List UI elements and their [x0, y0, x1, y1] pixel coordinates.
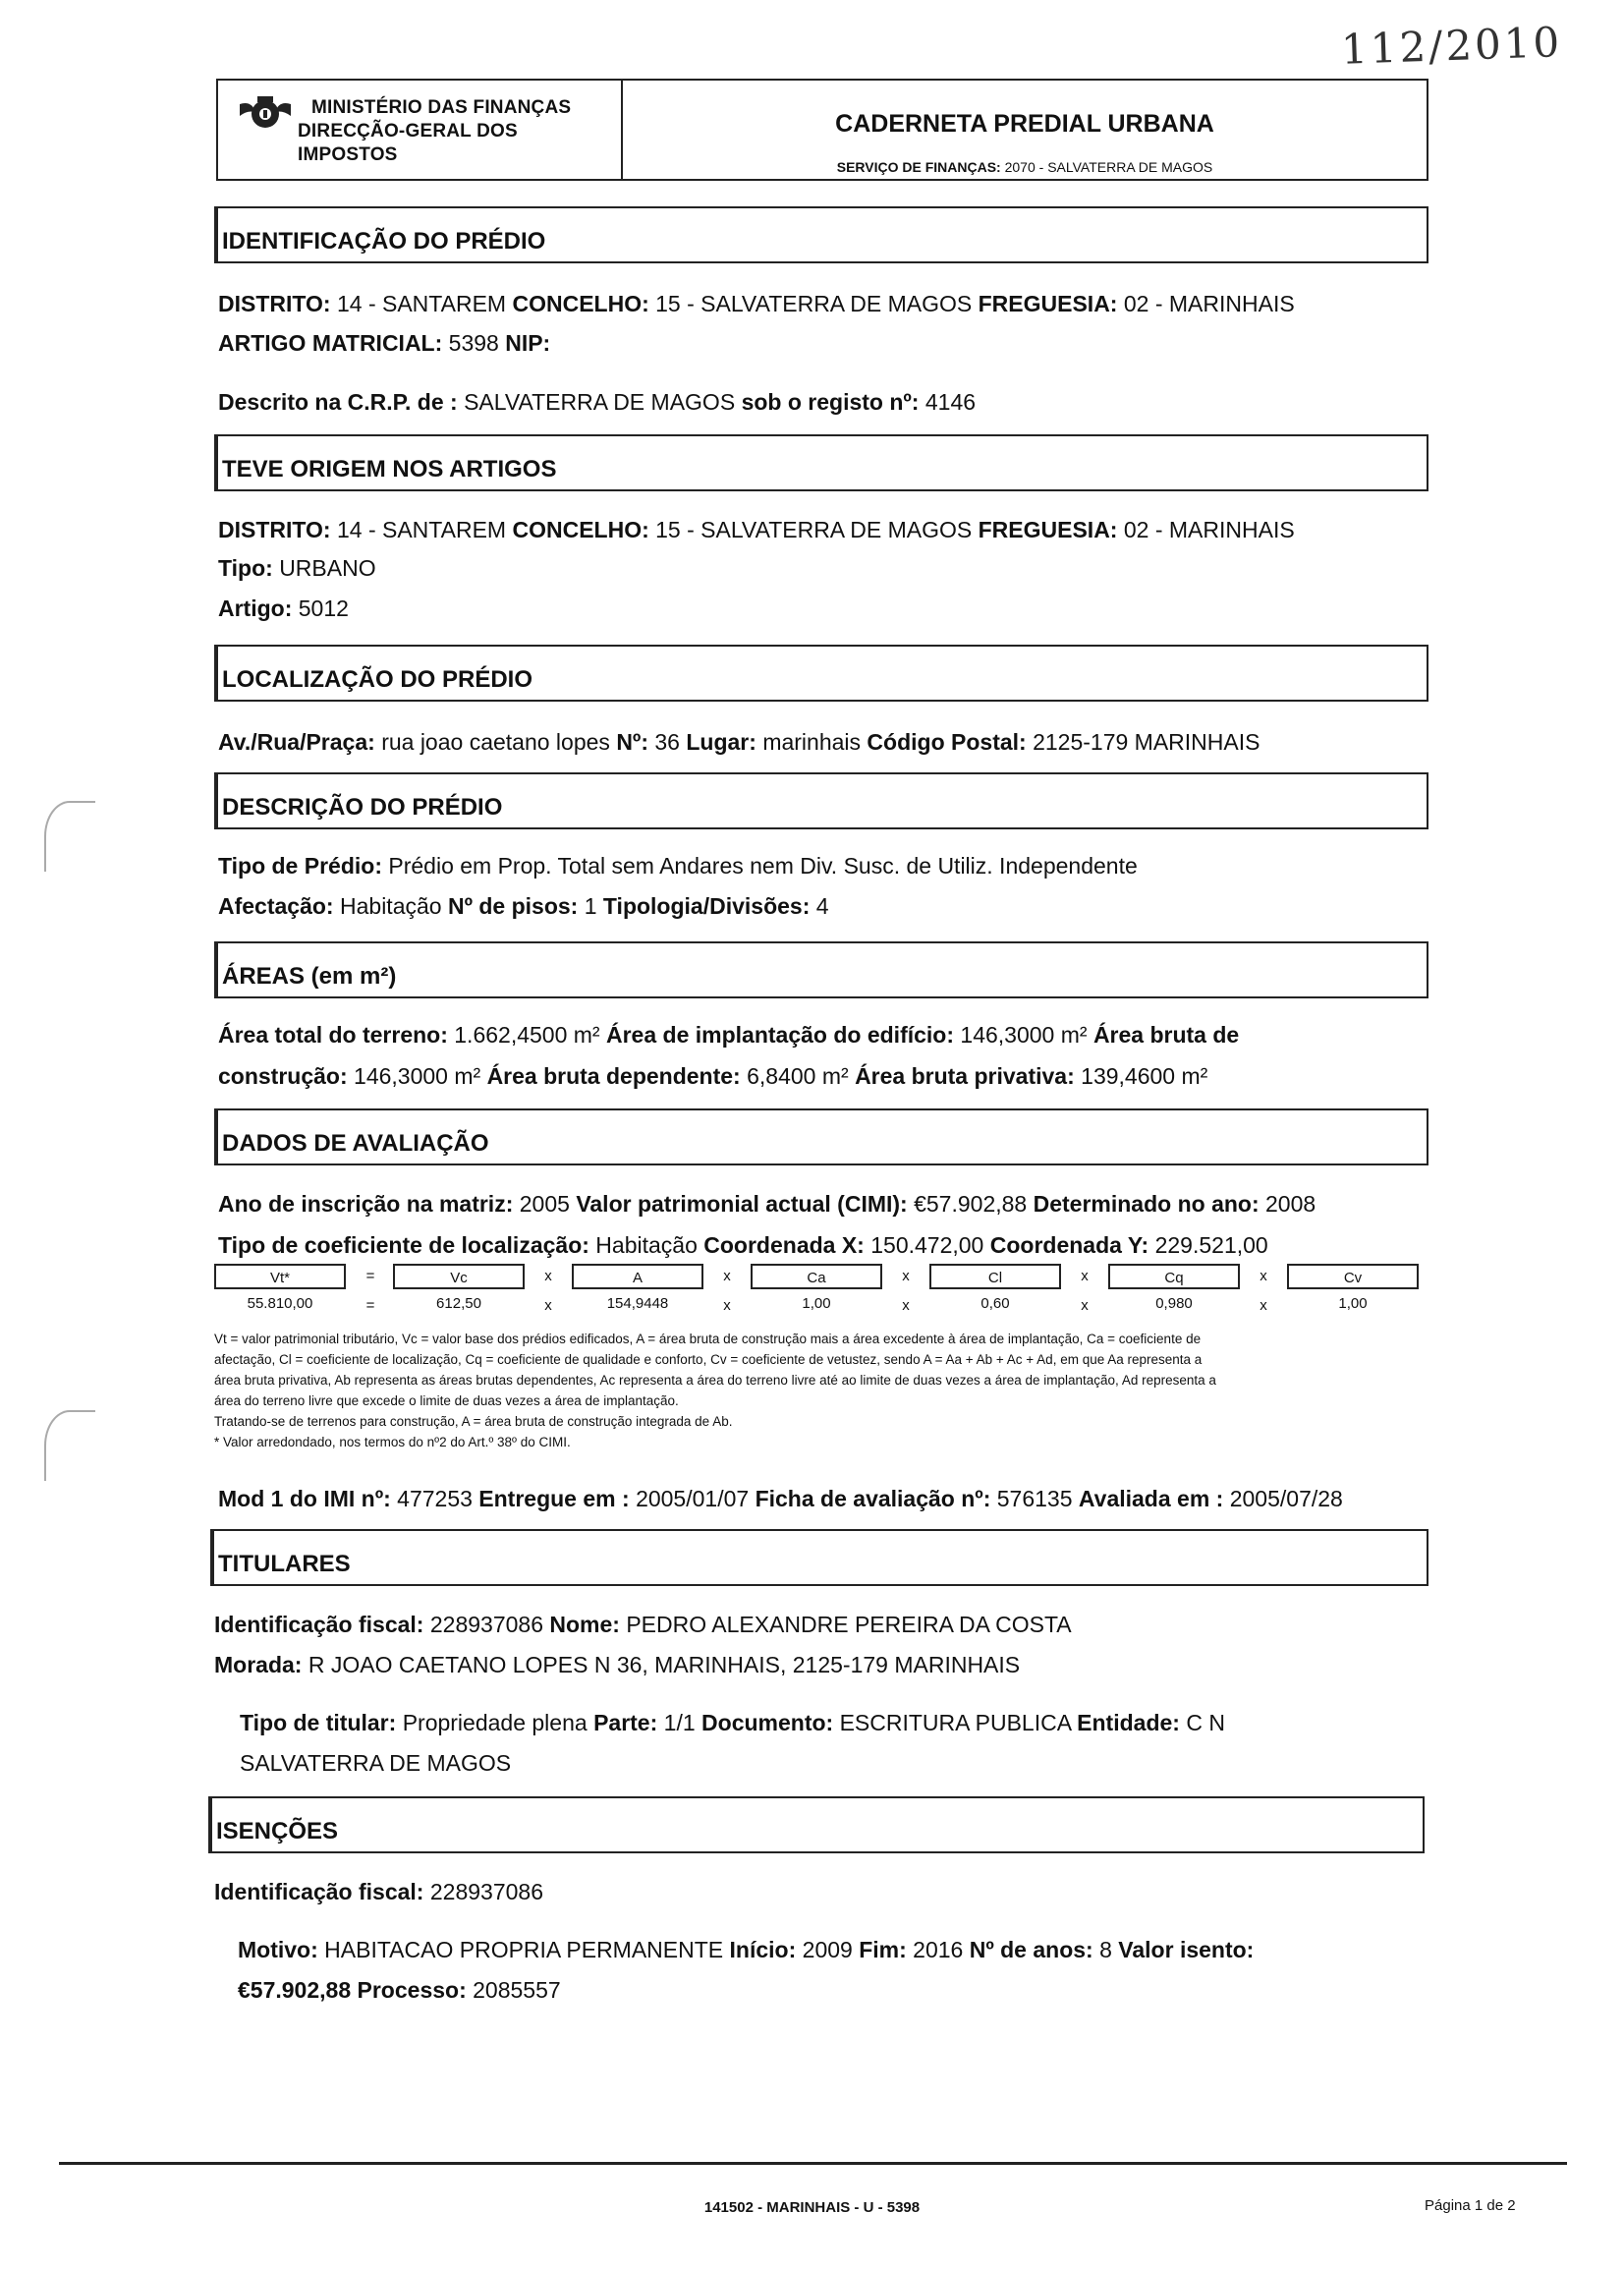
lugar-value: marinhais — [762, 729, 862, 755]
area-privativa-value: 139,4600 m² — [1081, 1063, 1208, 1089]
title-block — [623, 81, 1427, 179]
formula-op: = — [365, 1297, 375, 1314]
ministry-name — [298, 96, 621, 167]
formula-value-vc: 612,50 — [436, 1295, 481, 1312]
processo-label: Processo: — [357, 1977, 467, 2003]
processo-value: 2085557 — [473, 1977, 561, 2003]
isencao-id-line — [214, 1877, 543, 1906]
tipo-predio-value: Prédio em Prop. Total sem Andares nem Div. Susc. de Utiliz. Independente — [388, 853, 1138, 879]
localizacao-line — [218, 727, 1260, 757]
tipologia-value: 4 — [815, 893, 829, 919]
motivo-label: Motivo: — [238, 1937, 318, 1962]
freguesia-label: FREGUESIA: — [978, 517, 1118, 542]
coordenada-y-label: Coordenada Y: — [989, 1232, 1149, 1258]
documento-label: Documento: — [701, 1710, 834, 1735]
avaliacao-line-1 — [218, 1189, 1316, 1219]
section-origem — [214, 434, 1428, 491]
determinado-label: Determinado no ano: — [1033, 1191, 1260, 1217]
artigo-label: Artigo: — [218, 596, 293, 621]
pisos-label: Nº de pisos: — [447, 893, 579, 919]
numero-value: 36 — [654, 729, 680, 755]
concelho-value: 15 - SALVATERRA DE MAGOS — [655, 291, 973, 316]
formula-value-cq: 0,980 — [1155, 1295, 1193, 1312]
section-heading: TITULARES — [218, 1551, 351, 1577]
formula-header-cv: Cv — [1287, 1264, 1419, 1289]
tipo-predio-label: Tipo de Prédio: — [218, 853, 382, 879]
section-isencoes — [208, 1796, 1425, 1853]
formula-op: x — [723, 1268, 731, 1284]
formula-header-cq: Cq — [1108, 1264, 1240, 1289]
section-heading: ISENÇÕES — [216, 1818, 339, 1844]
freguesia-value: 02 - MARINHAIS — [1123, 517, 1295, 542]
nome-value: PEDRO ALEXANDRE PEREIRA DA COSTA — [626, 1612, 1072, 1637]
numero-label: Nº: — [616, 729, 648, 755]
isencao-valor-line — [238, 1975, 561, 2005]
entidade-value-cont: SALVATERRA DE MAGOS — [240, 1750, 512, 1776]
entregue-value: 2005/01/07 — [636, 1486, 750, 1511]
artigo-matricial-value: 5398 — [448, 330, 499, 356]
formula-header-cl: Cl — [929, 1264, 1061, 1289]
origem-artigo-line — [218, 594, 349, 623]
afectacao-line — [218, 891, 829, 921]
formula-header-a: A — [572, 1264, 703, 1289]
fim-value: 2016 — [913, 1937, 964, 1962]
page-number: Página 1 de 2 — [1425, 2197, 1516, 2214]
nif-label: Identificação fiscal: — [214, 1879, 424, 1904]
punch-hole-mark — [44, 801, 95, 872]
areas-line-1 — [218, 1020, 1239, 1050]
freguesia-label: FREGUESIA: — [978, 291, 1118, 316]
note-line: Vt = valor patrimonial tributário, Vc = valor base dos prédios edificados, A = área bruta de construção mais a área excedente à área de implantação, Ca = coeficiente de — [214, 1332, 1202, 1346]
codigo-postal-label: Código Postal: — [867, 729, 1027, 755]
area-implantacao-label: Área de implantação do edifício: — [605, 1022, 955, 1048]
formula-value-ca: 1,00 — [802, 1295, 831, 1312]
formula-value-a: 154,9448 — [606, 1295, 669, 1312]
mod1-value: 477253 — [397, 1486, 473, 1511]
note-line: * Valor arredondado, nos termos do nº2 do Art.º 38º do CIMI. — [214, 1435, 571, 1449]
area-implantacao-value: 146,3000 m² — [960, 1022, 1088, 1048]
mod1-label: Mod 1 do IMI nº: — [218, 1486, 391, 1511]
valor-patrimonial-value: €57.902,88 — [914, 1191, 1028, 1217]
note-line: afectação, Cl = coeficiente de localização, Cq = coeficiente de qualidade e conforto, Cv = coeficiente de vetustez, sendo A = Aa + Ab + Ac + Ad, em que Aa representa a — [214, 1352, 1203, 1367]
avaliacao-line-2 — [218, 1230, 1268, 1260]
concelho-value: 15 - SALVATERRA DE MAGOS — [655, 517, 973, 542]
handwritten-note: 112/2010 — [1340, 18, 1563, 74]
note-line: Tratando-se de terrenos para construção, A = área bruta de construção integrada de Ab. — [214, 1414, 733, 1429]
lugar-label: Lugar: — [686, 729, 756, 755]
entidade-label: Entidade: — [1077, 1710, 1180, 1735]
morada-value: R JOAO CAETANO LOPES N 36, MARINHAIS, 2125-179 MARINHAIS — [308, 1652, 1021, 1677]
section-heading: TEVE ORIGEM NOS ARTIGOS — [222, 456, 557, 482]
registo-label: sob o registo nº: — [741, 389, 920, 415]
section-heading: DESCRIÇÃO DO PRÉDIO — [222, 794, 503, 821]
area-bruta-label: Área bruta de — [1092, 1022, 1240, 1048]
parte-value: 1/1 — [663, 1710, 696, 1735]
identificacao-location-line — [218, 289, 1295, 318]
section-descricao — [214, 772, 1428, 829]
isencao-motivo-line — [238, 1935, 1254, 1964]
determinado-value: 2008 — [1265, 1191, 1316, 1217]
titular-entidade-cont — [240, 1748, 511, 1778]
footer-divider — [59, 2162, 1567, 2165]
distrito-value: 14 - SANTAREM — [336, 517, 507, 542]
formula-op: x — [1081, 1268, 1089, 1284]
distrito-label: DISTRITO: — [218, 291, 331, 316]
formula-notes — [214, 1329, 1413, 1452]
pisos-value: 1 — [584, 893, 597, 919]
nip-label: NIP: — [505, 330, 551, 356]
valor-isento-value: €57.902,88 — [238, 1977, 352, 2003]
distrito-value: 14 - SANTAREM — [336, 291, 507, 316]
service-line — [623, 159, 1427, 175]
coordenada-x-value: 150.472,00 — [870, 1232, 984, 1258]
note-line: área do terreno livre que excede o limite de duas vezes a área de implantação. — [214, 1393, 679, 1408]
formula-value-cl: 0,60 — [980, 1295, 1010, 1312]
document-header — [216, 79, 1428, 181]
tipo-value: URBANO — [279, 555, 376, 581]
motivo-value: HABITACAO PROPRIA PERMANENTE — [324, 1937, 724, 1962]
entregue-label: Entregue em : — [478, 1486, 630, 1511]
area-total-value: 1.662,4500 m² — [454, 1022, 600, 1048]
coat-of-arms-icon — [238, 94, 293, 134]
section-heading: DADOS DE AVALIAÇÃO — [222, 1130, 489, 1157]
nome-label: Nome: — [549, 1612, 620, 1637]
construcao-label: construção: — [218, 1063, 348, 1089]
codigo-postal-value: 2125-179 MARINHAIS — [1033, 729, 1260, 755]
punch-hole-mark — [44, 1410, 95, 1481]
service-value: 2070 - SALVATERRA DE MAGOS — [1004, 159, 1213, 175]
distrito-label: DISTRITO: — [218, 517, 331, 542]
avaliada-value: 2005/07/28 — [1229, 1486, 1343, 1511]
footer-reference: 141502 - MARINHAIS - U - 5398 — [703, 2199, 921, 2216]
coordenada-y-value: 229.521,00 — [1154, 1232, 1268, 1258]
artigo-matricial-label: ARTIGO MATRICIAL: — [218, 330, 443, 356]
afectacao-value: Habitação — [340, 893, 442, 919]
ministry-line-2: DIRECÇÃO-GERAL DOS IMPOSTOS — [298, 121, 518, 165]
tipo-label: Tipo: — [218, 555, 273, 581]
document-title: CADERNETA PREDIAL URBANA — [835, 110, 1214, 138]
origem-location-line — [218, 515, 1295, 544]
formula-value-cv: 1,00 — [1338, 1295, 1368, 1312]
section-areas — [214, 941, 1428, 998]
formula-op: x — [544, 1268, 552, 1284]
section-heading: IDENTIFICAÇÃO DO PRÉDIO — [222, 228, 546, 255]
coordenada-x-label: Coordenada X: — [703, 1232, 865, 1258]
concelho-label: CONCELHO: — [512, 517, 649, 542]
crp-label: Descrito na C.R.P. de : — [218, 389, 458, 415]
fim-label: Fim: — [859, 1937, 907, 1962]
ano-inscricao-label: Ano de inscrição na matriz: — [218, 1191, 514, 1217]
morada-label: Morada: — [214, 1652, 303, 1677]
formula-op: = — [365, 1268, 375, 1284]
freguesia-value: 02 - MARINHAIS — [1123, 291, 1295, 316]
section-localizacao — [214, 645, 1428, 702]
nif-value: 228937086 — [429, 1612, 543, 1637]
concelho-label: CONCELHO: — [512, 291, 649, 316]
formula-op: x — [902, 1268, 910, 1284]
coeficiente-label: Tipo de coeficiente de localização: — [218, 1232, 589, 1258]
titular-id-line — [214, 1610, 1072, 1639]
formula-op: x — [1081, 1297, 1089, 1314]
section-avaliacao — [214, 1108, 1428, 1165]
nif-value: 228937086 — [429, 1879, 543, 1904]
inicio-value: 2009 — [802, 1937, 853, 1962]
registo-value: 4146 — [924, 389, 977, 415]
tipo-predio-line — [218, 851, 1138, 880]
formula-header-vc: Vc — [393, 1264, 525, 1289]
tipo-titular-value: Propriedade plena — [402, 1710, 588, 1735]
valor-patrimonial-label: Valor patrimonial actual (CIMI): — [576, 1191, 908, 1217]
avaliada-label: Avaliada em : — [1078, 1486, 1224, 1511]
crp-value: SALVATERRA DE MAGOS — [464, 389, 736, 415]
formula-header-vt: Vt* — [214, 1264, 346, 1289]
mod1-line — [218, 1484, 1343, 1513]
titular-tipo-line — [240, 1708, 1225, 1737]
section-identificacao — [214, 206, 1428, 263]
titular-morada-line — [214, 1650, 1020, 1679]
note-line: área bruta privativa, Ab representa as áreas brutas dependentes, Ac representa a área do terreno livre até ao limite de duas vezes a área de implantação, Ad representa a — [214, 1373, 1216, 1388]
area-dependente-value: 6,8400 m² — [747, 1063, 849, 1089]
areas-line-2 — [218, 1061, 1207, 1091]
ficha-label: Ficha de avaliação nº: — [755, 1486, 991, 1511]
ministry-line-1: MINISTÉRIO DAS FINANÇAS — [311, 97, 572, 118]
formula-header-ca: Ca — [751, 1264, 882, 1289]
documento-value: ESCRITURA PUBLICA — [839, 1710, 1071, 1735]
formula-op: x — [723, 1297, 731, 1314]
ano-inscricao-value: 2005 — [519, 1191, 570, 1217]
rua-label: Av./Rua/Praça: — [218, 729, 375, 755]
rua-value: rua joao caetano lopes — [381, 729, 610, 755]
valor-isento-label: Valor isento: — [1118, 1937, 1255, 1962]
anos-value: 8 — [1099, 1937, 1112, 1962]
coeficiente-value: Habitação — [595, 1232, 698, 1258]
ficha-value: 576135 — [996, 1486, 1073, 1511]
section-heading: ÁREAS (em m²) — [222, 963, 397, 990]
formula-op: x — [902, 1297, 910, 1314]
formula-op: x — [544, 1297, 552, 1314]
parte-label: Parte: — [593, 1710, 658, 1735]
section-heading: LOCALIZAÇÃO DO PRÉDIO — [222, 666, 532, 693]
section-titulares — [210, 1529, 1428, 1586]
inicio-label: Início: — [729, 1937, 797, 1962]
service-label: SERVIÇO DE FINANÇAS: — [836, 159, 1001, 175]
entidade-value: C N — [1186, 1710, 1225, 1735]
anos-label: Nº de anos: — [969, 1937, 1093, 1962]
tipologia-label: Tipologia/Divisões: — [602, 893, 811, 919]
tipo-titular-label: Tipo de titular: — [240, 1710, 397, 1735]
formula-op: x — [1260, 1297, 1267, 1314]
area-bruta-value: 146,3000 m² — [354, 1063, 481, 1089]
origem-tipo-line — [218, 553, 376, 583]
ministry-block — [218, 81, 623, 179]
formula-op: x — [1260, 1268, 1267, 1284]
afectacao-label: Afectação: — [218, 893, 334, 919]
artigo-matricial-line — [218, 328, 550, 358]
nif-label: Identificação fiscal: — [214, 1612, 424, 1637]
area-privativa-label: Área bruta privativa: — [855, 1063, 1075, 1089]
crp-line — [218, 387, 976, 417]
area-dependente-label: Área bruta dependente: — [486, 1063, 741, 1089]
area-total-label: Área total do terreno: — [218, 1022, 448, 1048]
formula-value-vt: 55.810,00 — [247, 1295, 313, 1312]
artigo-value: 5012 — [298, 596, 349, 621]
